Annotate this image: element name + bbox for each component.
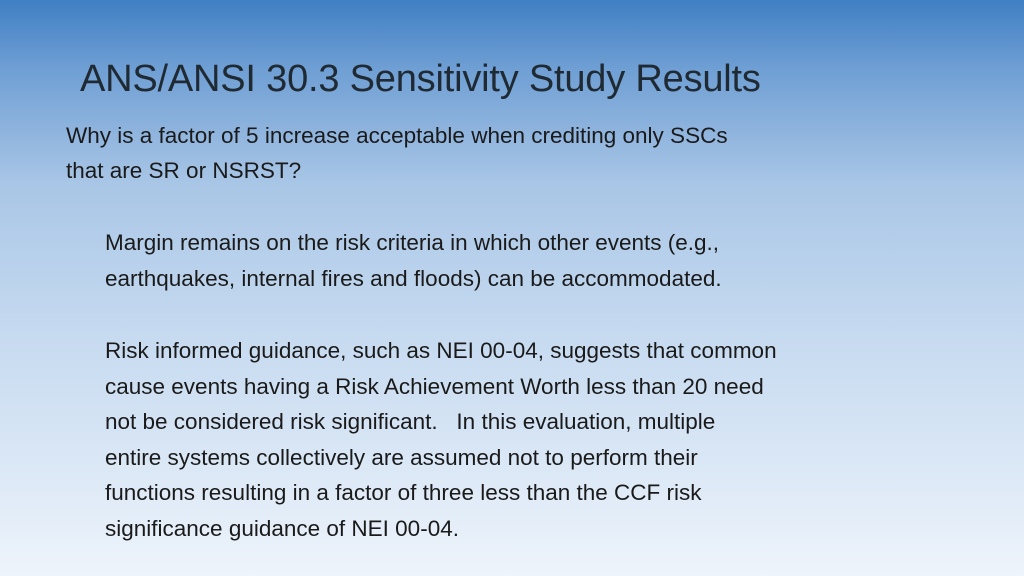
paragraph-risk-guidance (105, 333, 945, 546)
paragraph-line: significance guidance of NEI 00-04. (105, 515, 459, 541)
paragraph-line: entire systems collectively are assumed not to perform their (105, 444, 698, 470)
paragraph-line: Margin remains on the risk criteria in which other events (e.g., (105, 230, 720, 255)
paragraph-line: earthquakes, internal fires and floods) can be accommodated. (105, 265, 722, 291)
paragraph-margin (105, 225, 945, 296)
paragraph-line: Risk informed guidance, such as NEI 00-04, suggests that common (105, 338, 777, 363)
slide-title: ANS/ANSI 30.3 Sensitivity Study Results (80, 58, 761, 100)
question-line: that are SR or NSRST? (66, 158, 302, 183)
paragraph-line: not be considered risk significant. In this evaluation, multiple (105, 409, 716, 434)
paragraph-line: functions resulting in a factor of three less than the CCF risk (105, 480, 702, 505)
question-line: Why is a factor of 5 increase acceptable when crediting only SSCs (66, 123, 728, 148)
question-text (66, 118, 946, 188)
paragraph-line: cause events having a Risk Achievement Worth less than 20 need (105, 373, 764, 399)
